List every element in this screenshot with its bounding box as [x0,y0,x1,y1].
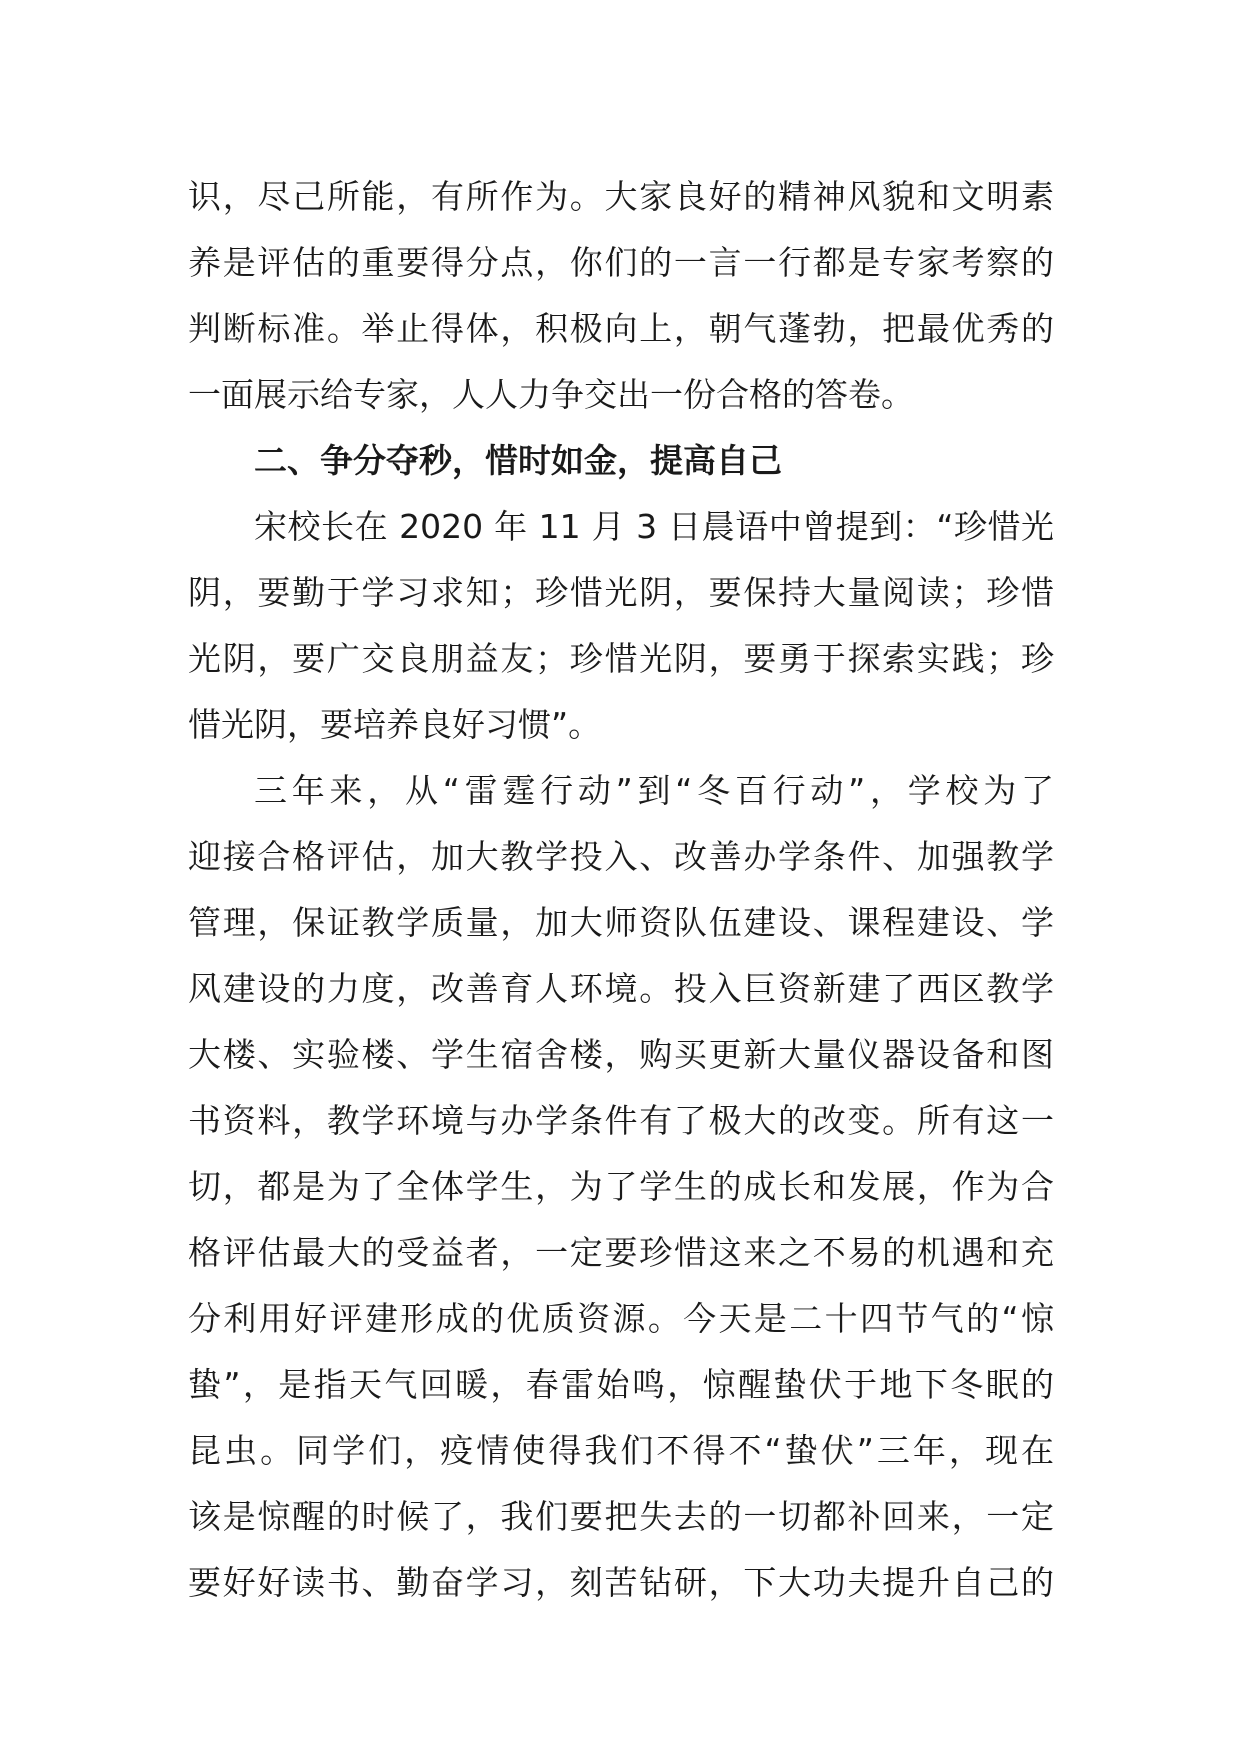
paragraph-line: 书资料，教学环境与办学条件有了极大的改变。所有这一 [188,1101,1054,1140]
paragraph-line: 昆虫。同学们，疫情使得我们不得不“蛰伏”三年，现在 [188,1431,1054,1470]
paragraph-line: 惜光阴，要培养良好习惯”。 [188,705,602,744]
paragraph-line: 蛰”，是指天气回暖，春雷始鸣，惊醒蛰伏于地下冬眠的 [188,1365,1054,1404]
paragraph-line: 迎接合格评估，加大教学投入、改善办学条件、加强教学 [188,837,1054,876]
paragraph-line: 一面展示给专家，人人力争交出一份合格的答卷。 [188,375,914,414]
paragraph-line: 该是惊醒的时候了，我们要把失去的一切都补回来，一定 [188,1497,1054,1536]
paragraph-line: 管理，保证教学质量，加大师资队伍建设、课程建设、学 [188,903,1054,942]
paragraph-line: 格评估最大的受益者，一定要珍惜这来之不易的机遇和充 [188,1233,1054,1272]
paragraph-line: 分利用好评建形成的优质资源。今天是二十四节气的“惊 [188,1299,1054,1338]
paragraph-line: 宋校长在 2020 年 11 月 3 日晨语中曾提到：“珍惜光 [254,507,1054,546]
paragraph-line: 要好好读书、勤奋学习，刻苦钻研，下大功夫提升自己的 [188,1563,1054,1602]
paragraph-line: 识，尽己所能，有所作为。大家良好的精神风貌和文明素 [188,177,1054,216]
section-heading: 二、争分夺秒，惜时如金，提高自己 [254,441,782,480]
paragraph-line: 光阴，要广交良朋益友；珍惜光阴，要勇于探索实践；珍 [188,639,1054,678]
paragraph-line: 阴，要勤于学习求知；珍惜光阴，要保持大量阅读；珍惜 [188,573,1054,612]
paragraph-line: 判断标准。举止得体，积极向上，朝气蓬勃，把最优秀的 [188,309,1054,348]
paragraph-line: 风建设的力度，改善育人环境。投入巨资新建了西区教学 [188,969,1054,1008]
paragraph-line: 切，都是为了全体学生，为了学生的成长和发展，作为合 [188,1167,1054,1206]
paragraph-line: 养是评估的重要得分点，你们的一言一行都是专家考察的 [188,243,1054,282]
paragraph-line: 三年来，从“雷霆行动”到“冬百行动”，学校为了 [254,771,1054,810]
paragraph-line: 大楼、实验楼、学生宿舍楼，购买更新大量仪器设备和图 [188,1035,1054,1074]
